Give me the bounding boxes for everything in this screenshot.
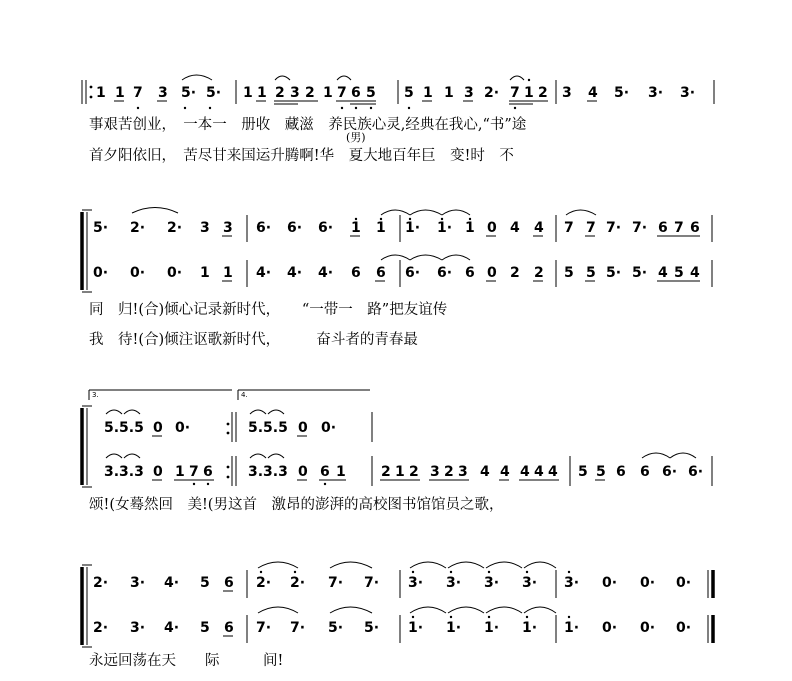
note: 1· (408, 620, 424, 636)
note: 4· (164, 620, 180, 636)
note: 7 (586, 220, 596, 236)
note: 1 (465, 220, 475, 236)
note: 4· (287, 265, 303, 281)
note: 6 (224, 575, 234, 591)
note: 5 (596, 464, 606, 480)
note: 3 (200, 220, 210, 236)
note: 1· (446, 620, 462, 636)
note: 4· (318, 265, 334, 281)
staff-4a-notes (93, 570, 713, 598)
note: 3· (484, 575, 500, 591)
note: 2 (275, 85, 285, 101)
note: 4 (520, 464, 530, 480)
note: 0· (640, 575, 656, 591)
note: 4· (256, 265, 272, 281)
note: 0· (175, 420, 191, 436)
note: 1 (351, 220, 361, 236)
note: 0· (602, 620, 618, 636)
system-1 (82, 75, 714, 164)
note: 7 (189, 464, 199, 480)
note: 4 (548, 464, 558, 480)
note: 0 (298, 464, 308, 480)
note: 4 (534, 464, 544, 480)
note: 2 (510, 265, 520, 281)
note: 5 (200, 575, 210, 591)
staff-4b-notes (93, 615, 713, 643)
note: 5.5.5 (104, 420, 144, 436)
note: 7· (290, 620, 306, 636)
note: 4· (164, 575, 180, 591)
note: 7 (564, 220, 574, 236)
note: 7 (674, 220, 684, 236)
note: 6 (351, 265, 361, 281)
note: 6 (690, 220, 700, 236)
note: 2 (305, 85, 315, 101)
note: 3 (562, 85, 572, 101)
note: 6· (287, 220, 303, 236)
note: 6· (688, 464, 704, 480)
note: 3· (564, 575, 580, 591)
note: 3 (464, 85, 474, 101)
note: 6· (437, 265, 453, 281)
note: 1 (444, 85, 454, 101)
note: 2· (290, 575, 306, 591)
note: 7· (364, 575, 380, 591)
note: 4 (480, 464, 490, 480)
note: 2· (484, 85, 500, 101)
note: 6 (320, 464, 330, 480)
note: 2· (93, 575, 109, 591)
note: 3· (648, 85, 664, 101)
note: 0 (153, 420, 163, 436)
ending-label: 3. (92, 391, 99, 399)
note: 1 (257, 85, 267, 101)
note: 3.3.3 (104, 464, 144, 480)
staff-1-notes (96, 80, 714, 104)
note: 1 (243, 85, 253, 101)
note: 1 (323, 85, 333, 101)
note: 1 (524, 85, 534, 101)
note: 5· (614, 85, 630, 101)
note: 5· (93, 220, 109, 236)
note: 7· (606, 220, 622, 236)
note: 7· (256, 620, 272, 636)
lyric-line: 事艰苦创业， 一本一 册收 藏滋 养民族心灵,经典在我心,“书”途 (89, 117, 527, 133)
note: 3 (290, 85, 300, 101)
note: 6 (616, 464, 626, 480)
note: 2· (167, 220, 183, 236)
note: 4 (588, 85, 598, 101)
note: 5 (404, 85, 414, 101)
note: 2 (534, 265, 544, 281)
staff-3a-notes (104, 412, 372, 442)
note: 6 (465, 265, 475, 281)
note: 5 (200, 620, 210, 636)
note: 0· (167, 265, 183, 281)
note: 1 (395, 464, 405, 480)
note: 5 (564, 265, 574, 281)
note: 0 (153, 464, 163, 480)
note: 1· (484, 620, 500, 636)
note: 4 (500, 464, 510, 480)
note: 4 (658, 265, 668, 281)
lyric-line: 首夕阳依旧， 苦尽甘来国运升腾啊!华 夏大地百年巨 变!时 不 (89, 148, 514, 164)
note: 1 (115, 85, 125, 101)
note: 1 (96, 85, 106, 101)
note: 7 (510, 85, 520, 101)
note: 2· (256, 575, 272, 591)
system-2 (82, 208, 712, 349)
note: 2 (538, 85, 548, 101)
note: 5.5.5 (248, 420, 288, 436)
note: 2· (130, 220, 146, 236)
note: 5· (364, 620, 380, 636)
note: 0· (130, 265, 146, 281)
note: 3 (158, 85, 168, 101)
note: 1· (437, 220, 453, 236)
note: 6· (405, 265, 421, 281)
note: 5 (578, 464, 588, 480)
note: 2· (93, 620, 109, 636)
note: 5 (366, 85, 376, 101)
note: 6· (256, 220, 272, 236)
note: 3· (446, 575, 462, 591)
note: 4 (510, 220, 520, 236)
note: 0 (487, 265, 497, 281)
lyric-line: 同 归!(合)倾心记录新时代， “一带一 路”把友谊传 (89, 302, 448, 318)
note: 4 (690, 265, 700, 281)
note: 6 (640, 464, 650, 480)
lyric-line: 永远回荡在天 际 间! (89, 653, 284, 669)
note: 1 (200, 265, 210, 281)
note: 0· (321, 420, 337, 436)
lyric-line: 颂!(女蓦然回 美!(男这首 激昂的澎湃的高校图书馆馆员之歌， (89, 497, 504, 513)
note: 1· (405, 220, 421, 236)
note: 6 (224, 620, 234, 636)
note: 3· (130, 620, 146, 636)
note: 7 (337, 85, 347, 101)
note: 3 (430, 464, 440, 480)
note: 3.3.3 (248, 464, 288, 480)
note: 1 (376, 220, 386, 236)
note: 7 (133, 85, 143, 101)
note: 0· (640, 620, 656, 636)
note: 6· (662, 464, 678, 480)
note: 0· (602, 575, 618, 591)
note: 1 (223, 265, 233, 281)
note: 0· (93, 265, 109, 281)
system-4 (82, 562, 713, 669)
note: 5· (606, 265, 622, 281)
note: 1· (522, 620, 538, 636)
note: 3 (223, 220, 233, 236)
note: 3· (408, 575, 424, 591)
note: 1 (175, 464, 185, 480)
note: 6 (658, 220, 668, 236)
note: 3· (680, 85, 696, 101)
note: 5· (206, 85, 222, 101)
note: 6 (351, 85, 361, 101)
note: 1· (564, 620, 580, 636)
note: 6 (203, 464, 213, 480)
note: 6· (318, 220, 334, 236)
note: 0 (298, 420, 308, 436)
note: 7· (632, 220, 648, 236)
note: 6 (376, 265, 386, 281)
staff-2a-notes (93, 215, 712, 242)
staff-3b-notes (104, 456, 712, 486)
note: 2 (381, 464, 391, 480)
note: 4 (534, 220, 544, 236)
note: 1 (423, 85, 433, 101)
note: 3· (522, 575, 538, 591)
note: 5· (328, 620, 344, 636)
note: 5 (586, 265, 596, 281)
note: 2 (444, 464, 454, 480)
note: 0· (676, 620, 692, 636)
note: 5· (181, 85, 197, 101)
note: 5 (674, 265, 684, 281)
staff-2b-notes (93, 260, 712, 287)
lyric-line: 我 待!(合)倾注讴歌新时代， 奋斗者的青春最 (89, 332, 418, 348)
note: 3· (130, 575, 146, 591)
voice-annotation: (男) (346, 131, 366, 144)
system-3 (82, 390, 712, 513)
note: 0· (676, 575, 692, 591)
ending-label: 4. (241, 391, 248, 399)
note: 5· (632, 265, 648, 281)
note: 2 (409, 464, 419, 480)
note: 1 (336, 464, 346, 480)
note: 7· (328, 575, 344, 591)
note: 0 (487, 220, 497, 236)
note: 3 (458, 464, 468, 480)
